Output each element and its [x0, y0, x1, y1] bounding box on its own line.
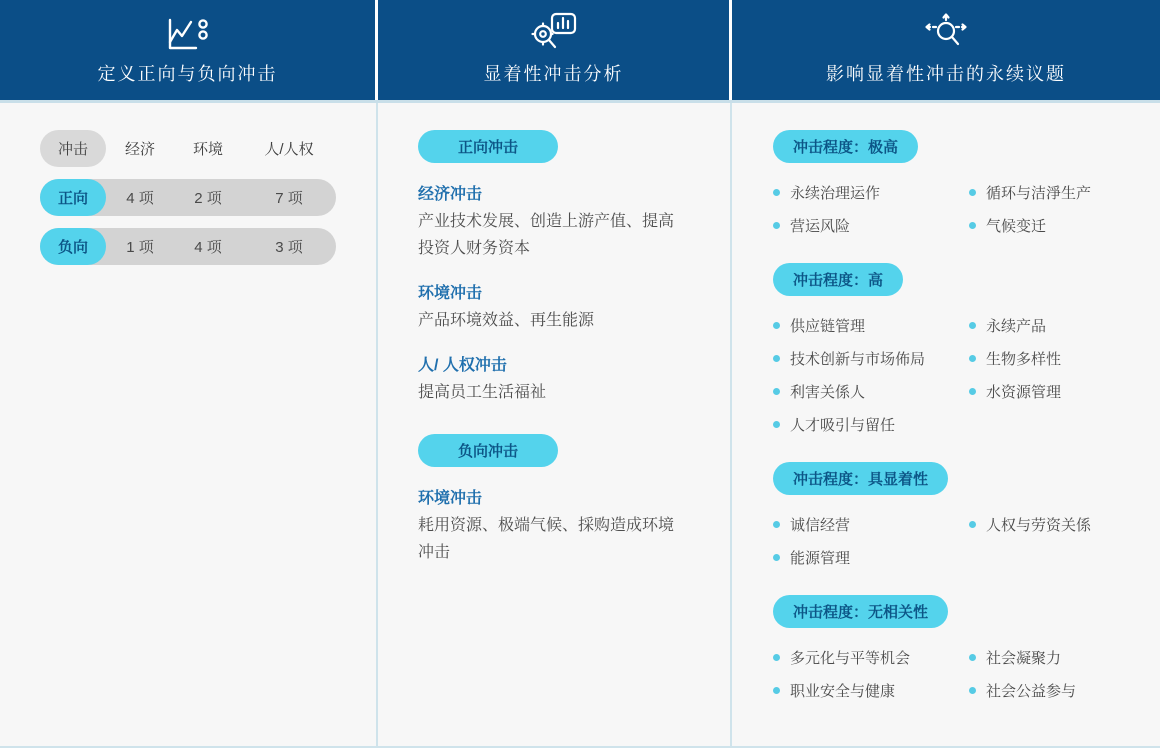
list-item [969, 209, 1091, 242]
column-define-impacts [0, 0, 375, 753]
bullet-dot-icon [773, 554, 780, 561]
negative-environment-heading: 环境冲击 [418, 490, 483, 507]
group-impact-high [773, 263, 1160, 441]
bullet-dot-icon [773, 388, 780, 395]
bullet-dot-icon [773, 654, 780, 661]
negative-economy-count: 1 项 [126, 239, 154, 256]
negative-people-count: 3 项 [275, 239, 303, 256]
column1-header [0, 0, 375, 100]
positive-environment-count: 2 项 [194, 190, 222, 207]
topic-label: 诚信经营 [790, 517, 851, 534]
column-materiality-analysis [378, 0, 729, 753]
list-item [773, 408, 969, 441]
negative-environment-count: 4 项 [194, 239, 222, 256]
bullet-dot-icon [773, 421, 780, 428]
topic-label: 供应链管理 [790, 318, 866, 335]
table-row-positive [40, 179, 336, 216]
group-impact-extreme [773, 100, 1160, 242]
topic-label: 生物多样性 [986, 351, 1062, 368]
topic-label: 永续治理运作 [790, 185, 881, 202]
positive-people-count: 7 项 [275, 190, 303, 207]
topic-label: 营运风险 [790, 218, 851, 235]
bullet-dot-icon [773, 521, 780, 528]
topic-label: 利害关係人 [790, 384, 866, 401]
positive-impact-pill: 正向冲击 [418, 130, 558, 163]
bullet-dot-icon [969, 322, 976, 329]
impact-level-extreme-pill: 冲击程度：极高 [773, 130, 918, 163]
list-item [773, 176, 969, 209]
line-chart-icon [166, 14, 210, 52]
group-impact-material [773, 462, 1160, 574]
topic-label: 能源管理 [790, 550, 851, 567]
bullet-dot-icon [969, 189, 976, 196]
bullet-dot-icon [773, 322, 780, 329]
list-item [773, 541, 969, 574]
people-impact-body: 提高员工生活福祉 [418, 384, 547, 401]
tab-impact[interactable]: 冲击 [40, 130, 106, 167]
positive-badge: 正向 [40, 179, 106, 216]
negative-environment-body: 耗用资源、极端气候、採购造成环境冲击 [418, 517, 675, 561]
topic-label: 水资源管理 [986, 384, 1062, 401]
bullet-dot-icon [969, 687, 976, 694]
topic-label: 技术创新与市场佈局 [790, 351, 926, 368]
magnifier-gear-chart-icon [531, 14, 577, 52]
bullet-dot-icon [773, 687, 780, 694]
topic-label: 社会凝聚力 [986, 650, 1062, 667]
column1-content [0, 130, 375, 265]
topic-label: 永续产品 [986, 318, 1047, 335]
column3-title: 影响显着性冲击的永续议题 [826, 64, 1066, 84]
bullet-dot-icon [969, 654, 976, 661]
list-item [773, 508, 969, 541]
topic-label: 职业安全与健康 [790, 683, 896, 700]
list-item [969, 309, 1061, 342]
bullet-dot-icon [969, 388, 976, 395]
list-item [773, 674, 969, 707]
list-item [969, 641, 1076, 674]
list-item [969, 674, 1076, 707]
column1-title: 定义正向与负向冲击 [97, 64, 278, 84]
topic-label: 人才吸引与留任 [790, 417, 896, 434]
column2-header [378, 0, 729, 100]
list-item [773, 309, 969, 342]
column3-content [732, 100, 1160, 707]
negative-badge: 负向 [40, 228, 106, 265]
table-row-negative [40, 228, 336, 265]
impact-count-table [40, 130, 336, 265]
bullet-dot-icon [969, 521, 976, 528]
topic-label: 多元化与平等机会 [790, 650, 911, 667]
environment-impact-body: 产品环境效益、再生能源 [418, 312, 595, 329]
list-item [969, 342, 1061, 375]
list-item [969, 508, 1091, 541]
list-item [773, 209, 969, 242]
environment-impact-heading: 环境冲击 [418, 285, 483, 302]
magnifier-arrows-icon [924, 14, 968, 52]
column-header-people: 人/人权 [264, 141, 314, 158]
people-impact-heading: 人/ 人权冲击 [418, 357, 507, 374]
bullet-dot-icon [773, 222, 780, 229]
topic-label: 循环与洁淨生产 [986, 185, 1092, 202]
economy-impact-body: 产业技术发展、创造上游产值、提高投资人财务资本 [418, 213, 675, 257]
column-sustainability-topics [732, 0, 1160, 753]
column-header-environment: 环境 [192, 141, 223, 158]
column2-title: 显着性冲击分析 [483, 64, 624, 84]
topic-label: 社会公益参与 [986, 683, 1077, 700]
economy-impact-heading: 经济冲击 [418, 186, 483, 203]
bullet-dot-icon [969, 222, 976, 229]
bullet-dot-icon [969, 355, 976, 362]
list-item [773, 641, 969, 674]
column2-content [378, 100, 729, 566]
list-item [969, 176, 1091, 209]
column3-header [732, 0, 1160, 100]
topic-label: 人权与劳资关係 [986, 517, 1092, 534]
impact-level-material-pill: 冲击程度：具显着性 [773, 462, 948, 495]
topic-label: 气候变迁 [986, 218, 1047, 235]
list-item [773, 375, 969, 408]
group-impact-none [773, 595, 1160, 707]
list-item [773, 342, 969, 375]
bullet-dot-icon [773, 189, 780, 196]
negative-impact-pill: 负向冲击 [418, 434, 558, 467]
column-header-economy: 经济 [124, 141, 155, 158]
positive-economy-count: 4 项 [126, 190, 154, 207]
impact-level-high-pill: 冲击程度：高 [773, 263, 903, 296]
impact-level-none-pill: 冲击程度：无相关性 [773, 595, 948, 628]
bullet-dot-icon [773, 355, 780, 362]
table-header-row [40, 130, 336, 167]
list-item [969, 375, 1061, 408]
